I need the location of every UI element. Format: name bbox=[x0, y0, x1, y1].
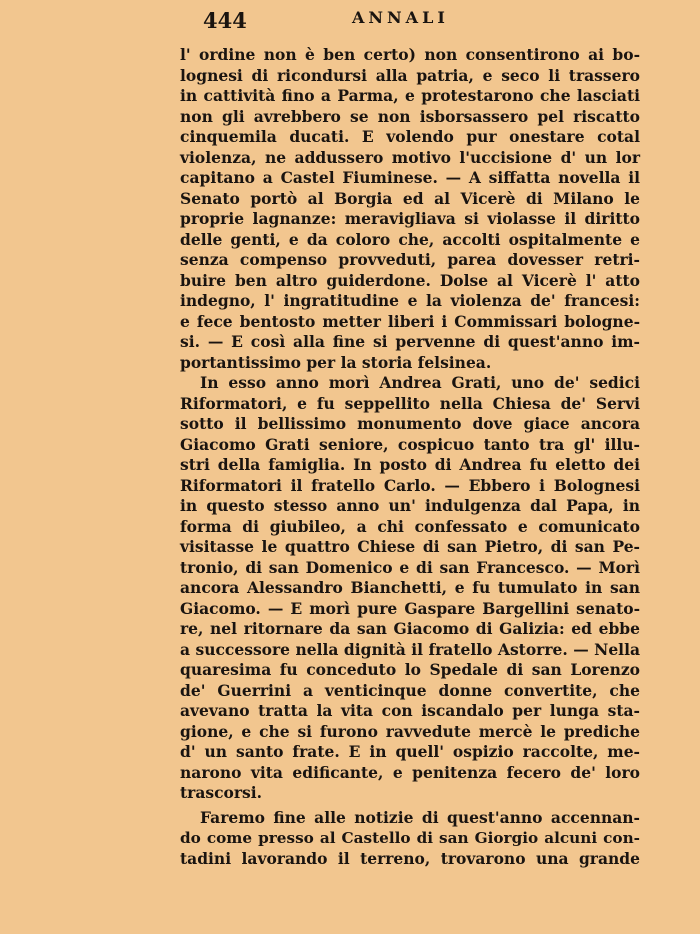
text-line: Giacomo. — E morì pure Gaspare Bargellini senato- bbox=[180, 598, 640, 618]
text-line: d' un santo frate. E in quell' ospizio raccolte, me- bbox=[180, 742, 640, 761]
text-line: violenza, ne addussero motivo l'uccisione d' un lor bbox=[180, 147, 640, 167]
text-line: tadini lavorando il terreno, trovarono una grande bbox=[180, 849, 640, 868]
text-line: capitano a Castel Fiuminese. — A siffatta novella il bbox=[180, 168, 640, 187]
paragraph-start-line: In esso anno morì Andrea Grati, uno de' sedici bbox=[200, 373, 640, 392]
page-number: 444 bbox=[203, 8, 247, 33]
text-line: de' Guerrini a venticinque donne convertite, che bbox=[180, 680, 640, 700]
text-line: si. — E così alla fine si pervenne di quest'anno im- bbox=[180, 332, 640, 351]
paragraph-start-line: Faremo fine alle notizie di quest'anno accennan- bbox=[200, 808, 640, 827]
text-line: delle genti, e da coloro che, accolti ospitalmente e bbox=[180, 229, 640, 249]
text-line: sotto il bellissimo monumento dove giace ancora bbox=[180, 414, 640, 433]
text-line: indegno, l' ingratitudine e la violenza de' francesi: bbox=[180, 291, 640, 310]
text-line: trascorsi. bbox=[180, 783, 263, 802]
text-line: a successore nella dignità il fratello Astorre. — Nella bbox=[180, 639, 640, 659]
text-line: ancora Alessandro Bianchetti, e fu tumulato in san bbox=[180, 578, 640, 597]
text-line: re, nel ritornare da san Giacomo di Galizia: ed ebbe bbox=[180, 619, 640, 638]
text-line: forma di giubileo, a chi confessato e comunicato bbox=[180, 516, 640, 536]
text-line: Senato portò al Borgia ed al Vicerè di Milano le bbox=[180, 188, 640, 208]
text-line: buire ben altro guiderdone. Dolse al Vicerè l' atto bbox=[180, 270, 640, 290]
text-line: portantissimo per la storia felsinea. bbox=[180, 352, 492, 372]
text-line: in questo stesso anno un' indulgenza dal Papa, in bbox=[180, 496, 640, 515]
text-line: Riformatori il fratello Carlo. — Ebbero i Bolognesi bbox=[180, 475, 640, 495]
text-line: l' ordine non è ben certo) non consentirono ai bo- bbox=[180, 45, 640, 64]
running-title: ANNALI bbox=[352, 8, 449, 27]
page-header bbox=[0, 6, 700, 36]
text-line: Giacomo Grati seniore, cospicuo tanto tra gl' illu- bbox=[180, 434, 640, 454]
text-line: narono vita edificante, e penitenza fecero de' loro bbox=[180, 762, 640, 782]
text-line: quaresima fu conceduto lo Spedale di san Lorenzo bbox=[180, 660, 640, 679]
text-line: lognesi di ricondursi alla patria, e seco li trassero bbox=[180, 65, 640, 85]
text-line: visitasse le quattro Chiese di san Pietro, di san Pe- bbox=[180, 537, 640, 556]
text-line: gione, e che si furono ravvedute mercè le prediche bbox=[180, 721, 640, 741]
text-line: senza compenso provveduti, parea dovesser retri- bbox=[180, 250, 640, 269]
text-line: cinquemila ducati. E volendo pur onestare cotal bbox=[180, 127, 640, 146]
text-line: proprie lagnanze: meravigliava si violasse il diritto bbox=[180, 209, 640, 228]
text-line: avevano tratta la vita con iscandalo per lunga sta- bbox=[180, 701, 640, 720]
text-line: tronio, di san Domenico e di san Francesco. — Morì bbox=[180, 557, 640, 577]
text-line: in cattività fino a Parma, e protestarono che lasciati bbox=[180, 86, 640, 105]
text-line: stri della famiglia. In posto di Andrea fu eletto dei bbox=[180, 455, 640, 474]
text-line: e fece bentosto metter liberi i Commissari bologne- bbox=[180, 311, 640, 331]
text-line: Riformatori, e fu seppellito nella Chiesa de' Servi bbox=[180, 393, 640, 413]
text-line: do come presso al Castello di san Giorgio alcuni con- bbox=[180, 828, 640, 847]
text-line: non gli avrebbero se non isborsassero pel riscatto bbox=[180, 106, 640, 126]
